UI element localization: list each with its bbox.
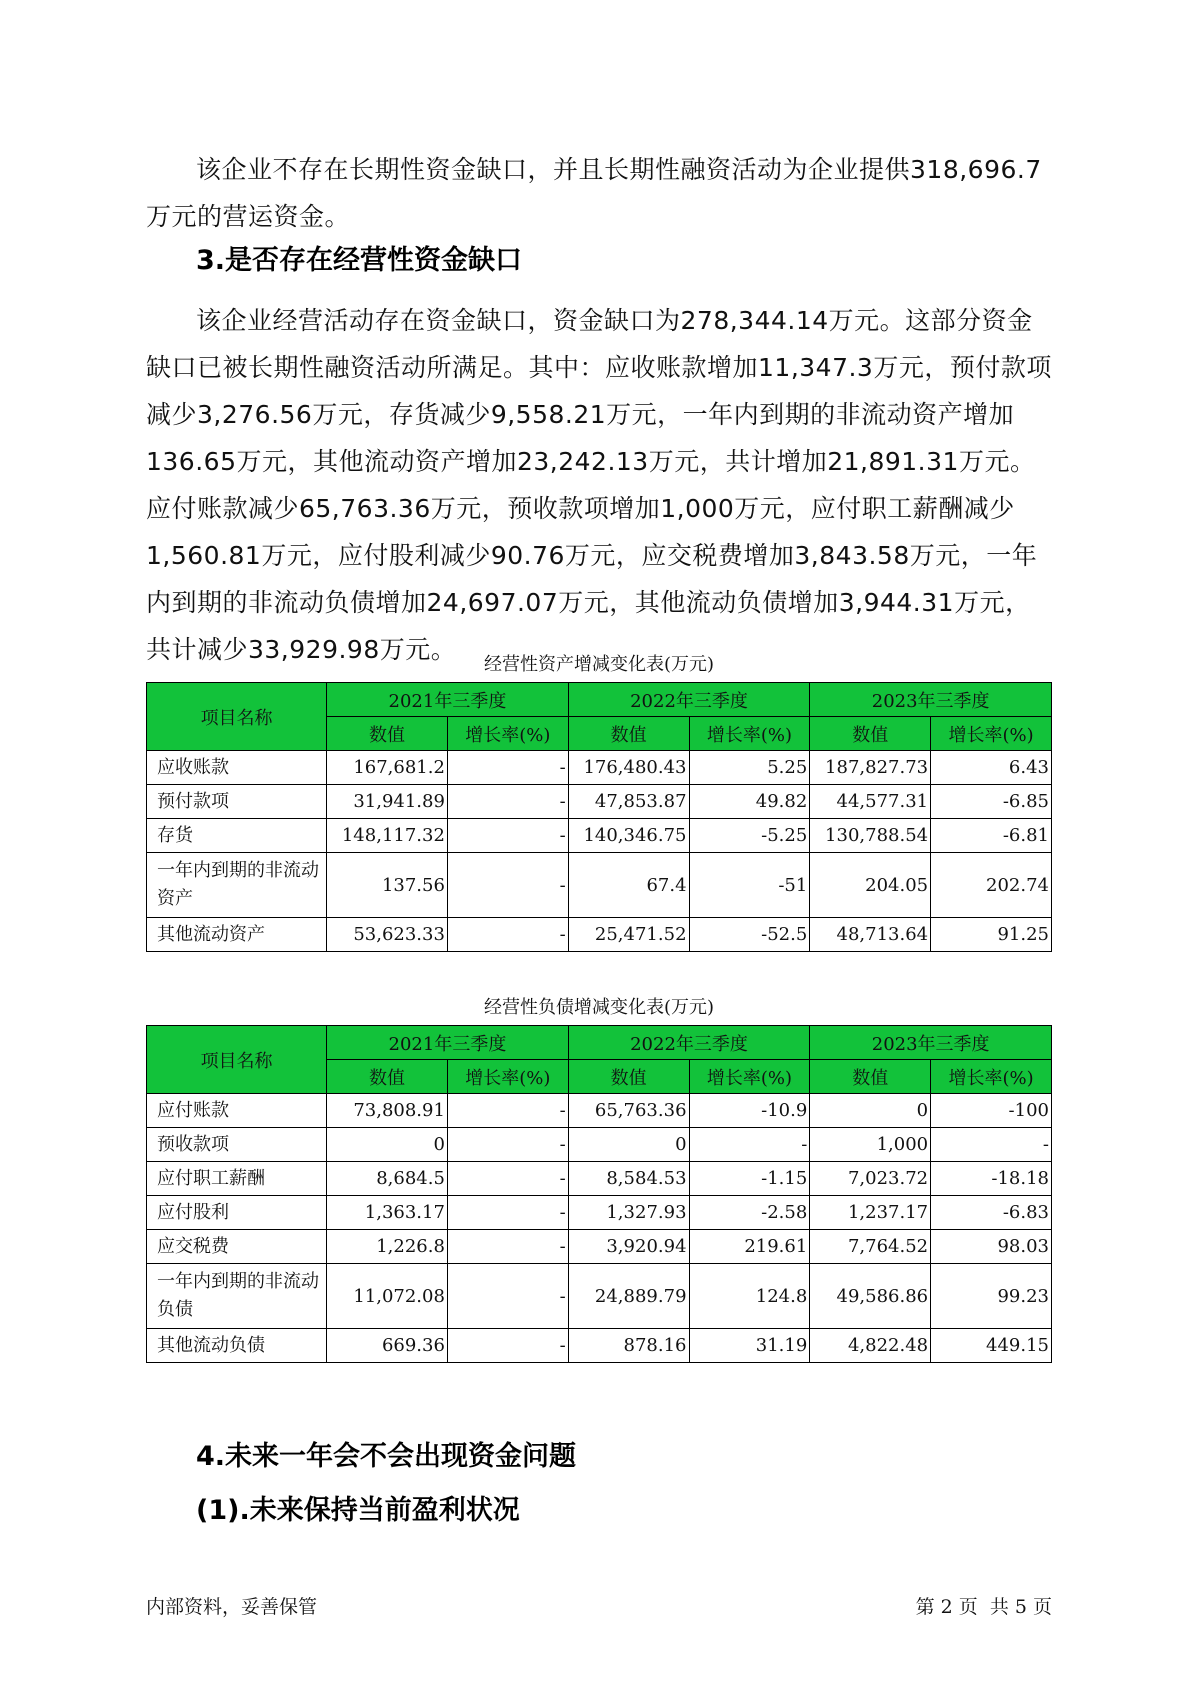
cell-value: 7,023.72 xyxy=(810,1162,931,1196)
header-value: 数值 xyxy=(568,1060,689,1094)
cell-value: 130,788.54 xyxy=(810,819,931,853)
cell-value: 7,764.52 xyxy=(810,1230,931,1264)
header-growth-rate: 增长率(%) xyxy=(689,717,810,751)
operating-liabilities-table xyxy=(146,1025,1052,1363)
row-name: 其他流动负债 xyxy=(147,1329,327,1363)
cell-rate: 98.03 xyxy=(931,1230,1052,1264)
header-value: 数值 xyxy=(327,1060,448,1094)
row-name: 其他流动资产 xyxy=(147,918,327,952)
cell-value: 669.36 xyxy=(327,1329,448,1363)
cell-rate: 124.8 xyxy=(689,1264,810,1329)
row-name: 预付款项 xyxy=(147,785,327,819)
cell-value: 140,346.75 xyxy=(568,819,689,853)
cell-value: 8,684.5 xyxy=(327,1162,448,1196)
cell-value: 1,363.17 xyxy=(327,1196,448,1230)
row-name: 应付账款 xyxy=(147,1094,327,1128)
header-year: 2023年三季度 xyxy=(810,1026,1052,1060)
table-row xyxy=(147,1196,1052,1230)
cell-value: 1,226.8 xyxy=(327,1230,448,1264)
cell-rate: 6.43 xyxy=(931,751,1052,785)
cell-rate: - xyxy=(447,751,568,785)
header-item-name: 项目名称 xyxy=(147,1026,327,1094)
cell-value: 67.4 xyxy=(568,853,689,918)
cell-value: 167,681.2 xyxy=(327,751,448,785)
cell-rate: 31.19 xyxy=(689,1329,810,1363)
cell-rate: 99.23 xyxy=(931,1264,1052,1329)
cell-value: 24,889.79 xyxy=(568,1264,689,1329)
footer-page-number: 第 2 页 共 5 页 xyxy=(915,1596,1052,1618)
cell-rate: - xyxy=(447,1094,568,1128)
row-name: 应交税费 xyxy=(147,1230,327,1264)
table-caption-liabilities: 经营性负债增减变化表(万元) xyxy=(483,997,715,1018)
cell-value: 1,000 xyxy=(810,1128,931,1162)
cell-value: 31,941.89 xyxy=(327,785,448,819)
paragraph-text: 该企业经营活动存在资金缺口，资金缺口为278,344.14万元。这部分资金缺口已被长期性融资活动所满足。其中：应收账款增加11,347.3万元，预付款项减少3,276.56万元，存货减少9,558.21万元，一年内到期的非流动资产增加136.65万元，其他流动资产增加23,242.13万元，共计增加21,891.31万元。应付账款减少65,763.36万元，预收款项增加1,000万元，应付职工薪酬减少1,560.81万元，应付股利减少90.76万元，应交税费增加3,843.58万元，一年内到期的非流动负债增加24,697.07万元，其他流动负债增加3,944.31万元，共计减少33,929.98万元。 xyxy=(146,306,1052,664)
cell-rate: - xyxy=(447,1264,568,1329)
cell-value: 44,577.31 xyxy=(810,785,931,819)
table-caption-assets: 经营性资产增减变化表(万元) xyxy=(483,654,715,675)
header-year: 2022年三季度 xyxy=(568,683,810,717)
table-row xyxy=(147,1094,1052,1128)
cell-rate: -10.9 xyxy=(689,1094,810,1128)
row-name: 存货 xyxy=(147,819,327,853)
header-value: 数值 xyxy=(810,1060,931,1094)
cell-rate: - xyxy=(931,1128,1052,1162)
table-row xyxy=(147,918,1052,952)
table-row xyxy=(147,853,1052,918)
cell-rate: - xyxy=(447,1162,568,1196)
cell-rate: - xyxy=(447,819,568,853)
paragraph-operating-gap xyxy=(146,297,1052,673)
cell-rate: 49.82 xyxy=(689,785,810,819)
header-value: 数值 xyxy=(810,717,931,751)
cell-rate: 5.25 xyxy=(689,751,810,785)
table-row xyxy=(147,751,1052,785)
cell-rate: - xyxy=(447,1329,568,1363)
cell-rate: -51 xyxy=(689,853,810,918)
cell-rate: 202.74 xyxy=(931,853,1052,918)
table-row xyxy=(147,1230,1052,1264)
table-row xyxy=(147,1162,1052,1196)
section-heading-4: 4.未来一年会不会出现资金问题 xyxy=(196,1441,577,1472)
cell-rate: - xyxy=(689,1128,810,1162)
cell-value: 1,237.17 xyxy=(810,1196,931,1230)
header-year: 2021年三季度 xyxy=(327,683,569,717)
header-year: 2022年三季度 xyxy=(568,1026,810,1060)
row-name: 应付职工薪酬 xyxy=(147,1162,327,1196)
cell-value: 204.05 xyxy=(810,853,931,918)
header-item-name: 项目名称 xyxy=(147,683,327,751)
cell-rate: - xyxy=(447,1230,568,1264)
cell-value: 73,808.91 xyxy=(327,1094,448,1128)
row-name: 应收账款 xyxy=(147,751,327,785)
table-row xyxy=(147,819,1052,853)
table-row xyxy=(147,1329,1052,1363)
cell-value: 187,827.73 xyxy=(810,751,931,785)
cell-rate: -100 xyxy=(931,1094,1052,1128)
row-name: 一年内到期的非流动负债 xyxy=(147,1264,327,1329)
table-row xyxy=(147,785,1052,819)
cell-rate: - xyxy=(447,1128,568,1162)
cell-value: 3,920.94 xyxy=(568,1230,689,1264)
cell-value: 0 xyxy=(568,1128,689,1162)
cell-rate: 219.61 xyxy=(689,1230,810,1264)
cell-rate: -6.83 xyxy=(931,1196,1052,1230)
cell-rate: -6.85 xyxy=(931,785,1052,819)
cell-rate: -2.58 xyxy=(689,1196,810,1230)
header-value: 数值 xyxy=(327,717,448,751)
cell-rate: -6.81 xyxy=(931,819,1052,853)
cell-value: 878.16 xyxy=(568,1329,689,1363)
cell-value: 137.56 xyxy=(327,853,448,918)
cell-rate: 91.25 xyxy=(931,918,1052,952)
row-name: 预收款项 xyxy=(147,1128,327,1162)
cell-value: 49,586.86 xyxy=(810,1264,931,1329)
cell-value: 148,117.32 xyxy=(327,819,448,853)
footer-confidential-note: 内部资料，妥善保管 xyxy=(146,1596,318,1618)
header-growth-rate: 增长率(%) xyxy=(931,717,1052,751)
cell-value: 0 xyxy=(810,1094,931,1128)
cell-rate: 449.15 xyxy=(931,1329,1052,1363)
cell-value: 53,623.33 xyxy=(327,918,448,952)
header-growth-rate: 增长率(%) xyxy=(447,1060,568,1094)
header-year: 2021年三季度 xyxy=(327,1026,569,1060)
row-name: 一年内到期的非流动资产 xyxy=(147,853,327,918)
cell-value: 65,763.36 xyxy=(568,1094,689,1128)
cell-value: 1,327.93 xyxy=(568,1196,689,1230)
header-growth-rate: 增长率(%) xyxy=(447,717,568,751)
header-growth-rate: 增长率(%) xyxy=(689,1060,810,1094)
cell-rate: -5.25 xyxy=(689,819,810,853)
subsection-heading-4-1: (1).未来保持当前盈利状况 xyxy=(196,1495,520,1526)
cell-rate: - xyxy=(447,1196,568,1230)
section-heading-3: 3.是否存在经营性资金缺口 xyxy=(196,245,523,276)
cell-value: 48,713.64 xyxy=(810,918,931,952)
cell-value: 25,471.52 xyxy=(568,918,689,952)
header-growth-rate: 增长率(%) xyxy=(931,1060,1052,1094)
cell-value: 47,853.87 xyxy=(568,785,689,819)
cell-rate: -1.15 xyxy=(689,1162,810,1196)
cell-value: 0 xyxy=(327,1128,448,1162)
row-name: 应付股利 xyxy=(147,1196,327,1230)
table-row xyxy=(147,1264,1052,1329)
cell-rate: - xyxy=(447,853,568,918)
cell-value: 176,480.43 xyxy=(568,751,689,785)
cell-value: 11,072.08 xyxy=(327,1264,448,1329)
paragraph-text: 该企业不存在长期性资金缺口，并且长期性融资活动为企业提供318,696.7万元的营运资金。 xyxy=(146,155,1042,231)
cell-value: 8,584.53 xyxy=(568,1162,689,1196)
operating-assets-table xyxy=(146,682,1052,952)
cell-rate: - xyxy=(447,785,568,819)
cell-rate: -18.18 xyxy=(931,1162,1052,1196)
paragraph-long-term-financing xyxy=(146,146,1052,240)
cell-value: 4,822.48 xyxy=(810,1329,931,1363)
header-year: 2023年三季度 xyxy=(810,683,1052,717)
header-value: 数值 xyxy=(568,717,689,751)
cell-rate: -52.5 xyxy=(689,918,810,952)
table-row xyxy=(147,1128,1052,1162)
cell-rate: - xyxy=(447,918,568,952)
